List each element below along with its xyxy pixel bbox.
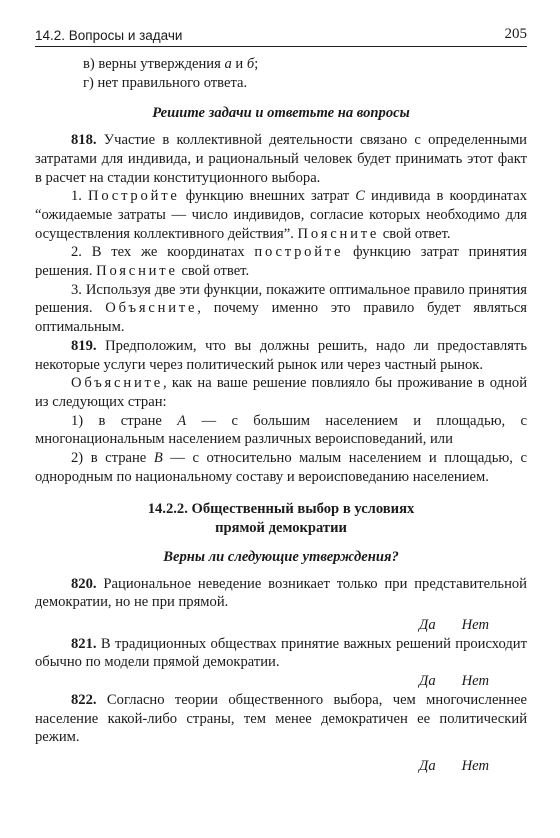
answer-no: Нет [461,616,489,633]
section-title: 14.2. Вопросы и задачи [35,28,183,43]
page-number: 205 [504,26,527,42]
page-content [35,55,527,776]
heading-tasks: Решите задачи и ответьте на вопросы [152,105,410,122]
problem-818-q1: 1. Постройте функцию внешних затрат C индивида в координатах “ожидаемые затраты — число индивидов, согласие которых необходимо для осуществления коллективного действия”. Поясните свой ответ. [35,188,528,242]
answer-no: Нет [461,757,489,774]
statement-822: 822. Согласно теории общественного выбора, чем многочисленнее население какой-либо страны, тем менее демократичен ее политический режим. [35,691,527,746]
statement-820: 820. Рациональное неведение возникает только при представительной демократии, но не при прямой. [35,575,527,611]
problem-819-task: Объясните, как на ваше решение повлияло бы проживание в одной из следующих стран: [35,375,527,410]
running-head [35,26,527,47]
option-v: в) верны утверждения а и б; [83,56,259,72]
problem-819-country-b: 2) в стране B — с относительно малым населением и площадью, с однородным по национальному составу и вероисповеданию населением. [35,450,527,485]
answer-821 [35,672,527,691]
heading-statements: Верны ли следующие утверждения? [163,548,399,565]
page [35,26,527,776]
problem-818: 818. Участие в коллективной деятельности связано с определенными затратами для индивида, и рациональный человек будет принимать этот факт в расчет на стадии конституционного выбора. [35,132,527,186]
problem-819: 819. Предположим, что вы должны решить, надо ли предоставлять некоторые услуги через политический рынок или через частный рынок. [35,337,527,373]
answer-yes: Да [419,757,436,774]
answer-yes: Да [419,616,436,633]
subsection-title-line2: прямой демократии [215,520,347,537]
answer-820 [35,616,527,635]
problem-819-country-a: 1) в стране A — с большим населением и площадью, с многонациональным населением различных вероисповеданий, или [35,412,527,448]
option-g: г) нет правильного ответа. [83,74,248,91]
problem-818-q2: 2. В тех же координатах постройте функцию затрат принятия решения. Поясните свой ответ. [35,244,527,280]
problem-818-q3: 3. Используя две эти функции, покажите оптимальное правило принятия решения. Объясните, почему именно это правило будет являться оптимальным. [35,281,528,336]
statement-821: 821. В традиционных обществах принятие важных решений происходит обычно по модели прямой демократии. [35,635,527,671]
answer-yes: Да [419,673,436,690]
answer-no: Нет [461,673,489,690]
answer-822 [35,757,527,776]
subsection-title-line1: 14.2.2. Общественный выбор в условиях [147,501,415,518]
